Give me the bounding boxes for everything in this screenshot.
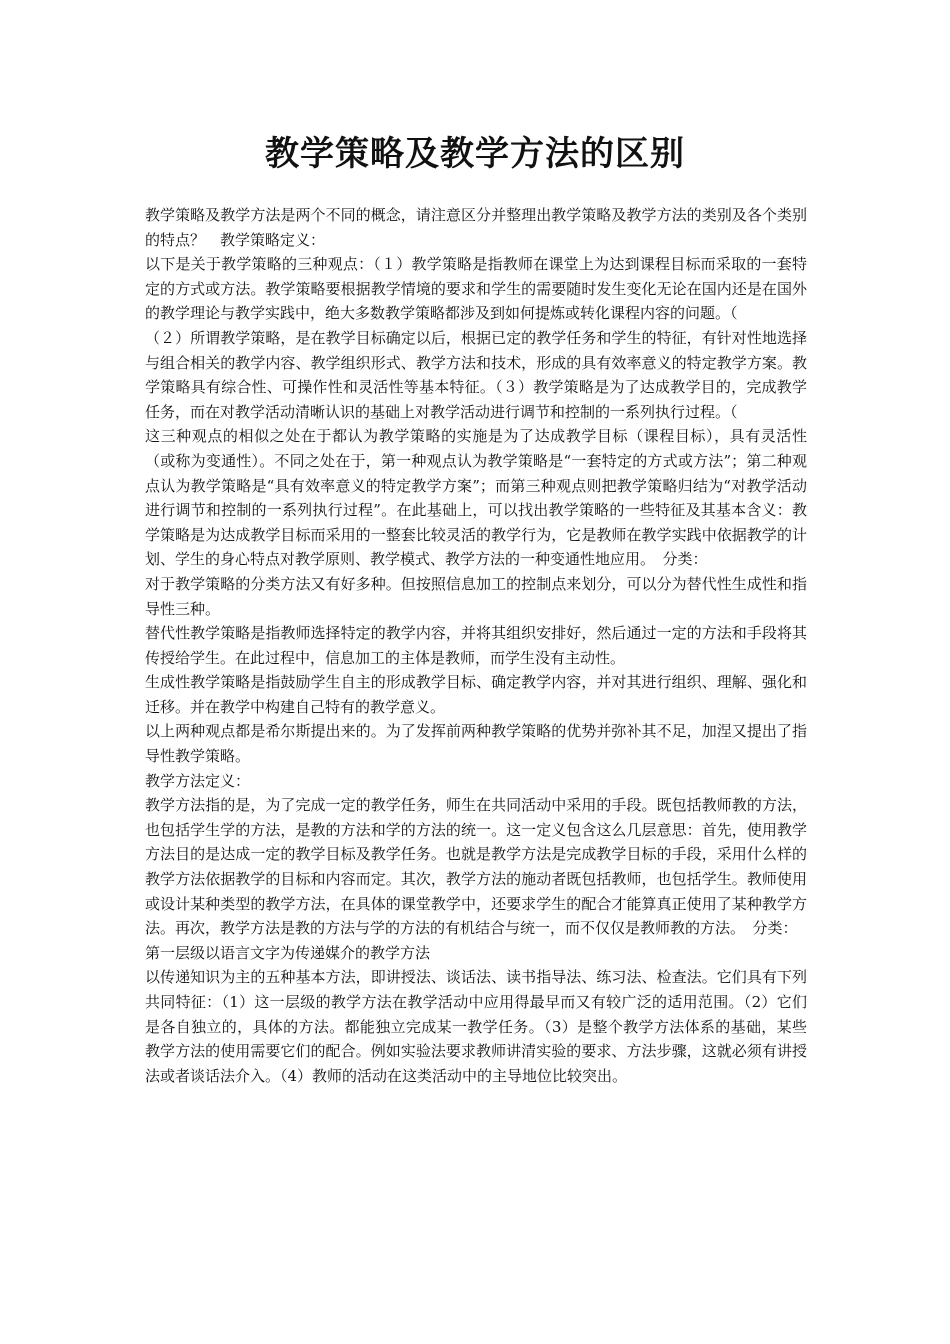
paragraph: 这三种观点的相似之处在于都认为教学策略的实施是为了达成教学目标（课程目标），具有灵活性（或称为变通性）。不同之处在于，第一种观点认为教学策略是“一套特定的方式或方法”；第二种观点认为教学策略是“具有效率意义的特定教学方案”；而第三种观点则把教学策略归结为“对教学活动进行调节和控制的一系列执行过程”。在此基础上，可以找出教学策略的一些特征及其基本含义：教学策略是为达成教学目标而采用的一整套比较灵活的教学行为，它是教师在教学实践中依据教学的计划、学生的身心特点对教学原则、教学模式、教学方法的一种变通性地应用。 分类： <box>145 427 807 569</box>
paragraph: 教学策略及教学方法是两个不同的概念，请注意区分并整理出教学策略及教学方法的类别及各个类别的特点？ 教学策略定义： <box>145 206 807 249</box>
paragraph: 以传递知识为主的五种基本方法，即讲授法、谈话法、读书指导法、练习法、检查法。它们具有下列共同特征：（1）这一层级的教学方法在教学活动中应用得最早而又有较广泛的适用范围。（2）它们是各自独立的，具体的方法。都能独立完成某一教学任务。（3）是整个教学方法体系的基础，某些教学方法的使用需要它们的配合。例如实验法要求教师讲清实验的要求、方法步骤，这就必须有讲授法或者谈话法介入。（4）教师的活动在这类活动中的主导地位比较突出。 <box>145 968 807 1085</box>
paragraph: （２）所谓教学策略，是在教学目标确定以后，根据已定的教学任务和学生的特征，有针对性地选择与组合相关的教学内容、教学组织形式、教学方法和技术，形成的具有效率意义的特定教学方案。教学策略具有综合性、可操作性和灵活性等基本特征。（３）教学策略是为了达成教学目的，完成教学任务，而在对教学活动清晰认识的基础上对教学活动进行调节和控制的一系列执行过程。（ <box>145 328 807 421</box>
document-title: 教学策略及教学方法的区别 <box>265 134 685 174</box>
paragraph: 教学方法指的是，为了完成一定的教学任务，师生在共同活动中采用的手段。既包括教师教的方法，也包括学生学的方法，是教的方法和学的方法的统一。这一定义包含这么几层意思：首先，使用教学方法目的是达成一定的教学目标及教学任务。也就是教学方法是完成教学目标的手段，采用什么样的教学方法依据教学的目标和内容而定。其次，教学方法的施动者既包括教师，也包括学生。教师使用或设计某种类型的教学方法，在具体的课堂教学中，还要求学生的配合才能算真正使用了某种教学方法。再次，教学方法是教的方法与学的方法的有机结合与统一，而不仅仅是教师教的方法。 分类： <box>145 796 807 938</box>
section-heading: 第一层级以语言文字为传递媒介的教学方法 <box>145 943 431 962</box>
paragraph: 以下是关于教学策略的三种观点：（１）教学策略是指教师在课堂上为达到课程目标而采取的一套特定的方式或方法。教学策略要根据教学情境的要求和学生的需要随时发生变化无论在国内还是在国外的教学理论与教学实践中，绝大多数教学策略都涉及到如何提炼或转化课程内容的问题。（ <box>145 255 807 323</box>
paragraph: 对于教学策略的分类方法又有好多种。但按照信息加工的控制点来划分，可以分为替代性生成性和指导性三种。 <box>145 574 807 618</box>
paragraph: 以上两种观点都是希尔斯提出来的。为了发挥前两种教学策略的优势并弥补其不足，加涅又提出了指导性教学策略。 <box>145 722 807 766</box>
document-body <box>145 203 807 1088</box>
paragraph: 生成性教学策略是指鼓励学生自主的形成教学目标、确定教学内容，并对其进行组织、理解、强化和迁移。并在教学中构建自己特有的教学意义。 <box>145 673 807 716</box>
section-heading: 教学方法定义： <box>145 771 251 790</box>
paragraph: 替代性教学策略是指教师选择特定的教学内容，并将其组织安排好，然后通过一定的方法和手段将其传授给学生。在此过程中，信息加工的主体是教师，而学生没有主动性。 <box>145 624 807 667</box>
